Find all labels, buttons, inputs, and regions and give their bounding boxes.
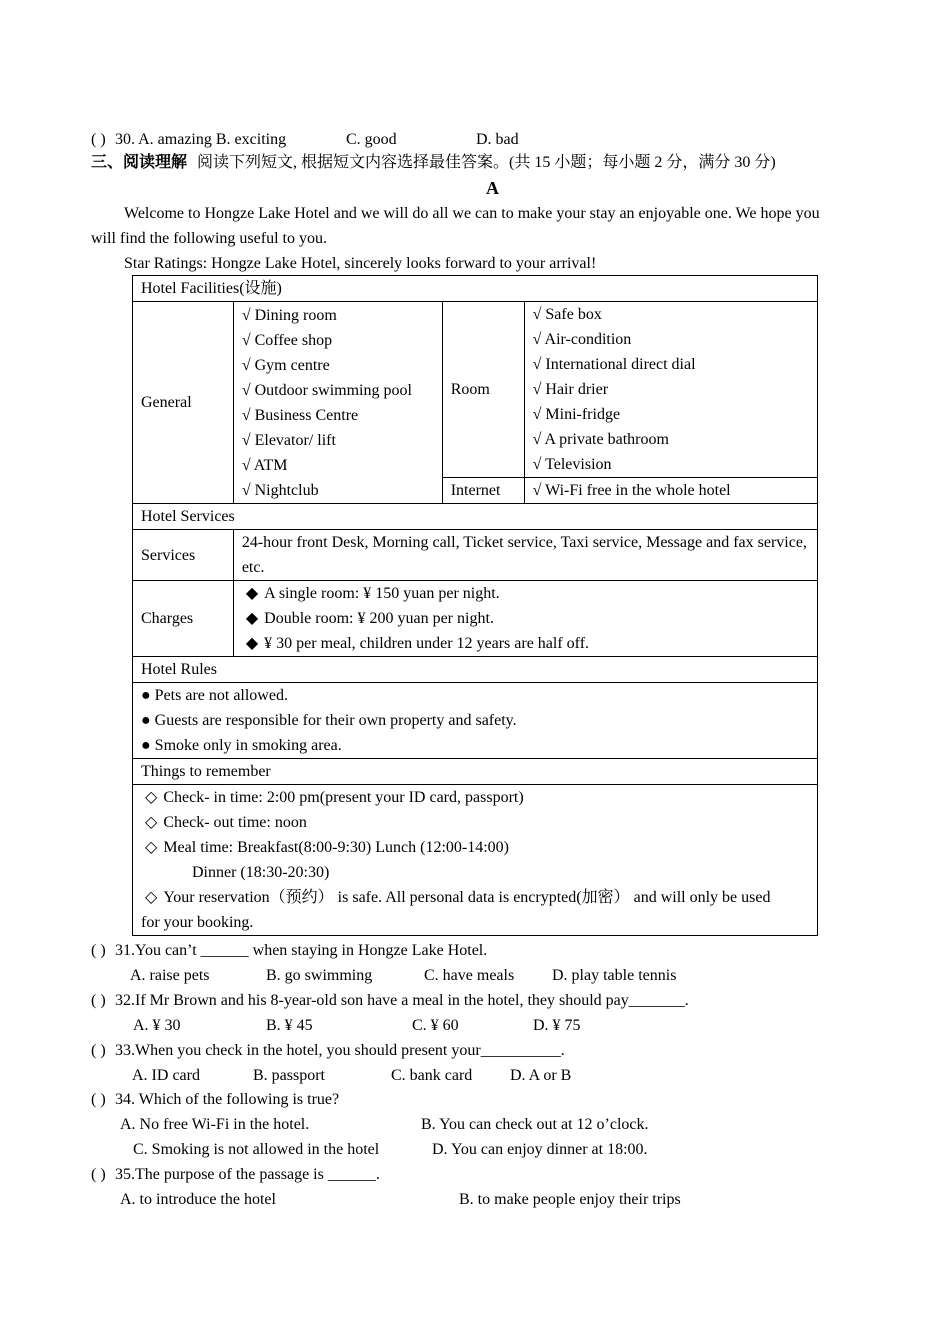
question-31-stem: 31.You can’t ______ when staying in Hongze Lake Hotel. bbox=[115, 942, 488, 959]
question-32-paren: ( ) bbox=[91, 992, 106, 1009]
question-33-option-a: A. ID card bbox=[132, 1067, 200, 1084]
remember-item: for your booking. bbox=[141, 914, 254, 931]
question-33-paren: ( ) bbox=[91, 1042, 106, 1059]
question-31-option-a: A. raise pets bbox=[130, 967, 210, 984]
intro-line-2: will find the following useful to you. bbox=[91, 230, 327, 247]
charges-label: Charges bbox=[133, 581, 234, 657]
hollow-diamond-icon: ◇ bbox=[145, 889, 158, 906]
general-item: √ Elevator/ lift bbox=[241, 431, 336, 449]
rule-item: ● Pets are not allowed. bbox=[141, 687, 288, 704]
room-item: √ Mini-fridge bbox=[532, 406, 621, 423]
general-items bbox=[233, 302, 442, 504]
rule-item: ● Smoke only in smoking area. bbox=[141, 737, 342, 754]
general-item: √ Business Centre bbox=[241, 406, 359, 424]
general-item: √ Gym centre bbox=[241, 356, 330, 374]
room-item: √ Television bbox=[532, 456, 612, 473]
room-item: √ Hair drier bbox=[532, 381, 609, 398]
services-text: 24-hour front Desk, Morning call, Ticket service, Taxi service, Message and fax service, etc. bbox=[233, 530, 817, 581]
services-label: Services bbox=[133, 530, 234, 581]
question-34-paren: ( ) bbox=[91, 1091, 106, 1108]
remember-item: ◇ Meal time: Breakfast(8:00-9:30) Lunch (12:00-14:00) bbox=[145, 839, 509, 856]
remember-item: ◇ Check- in time: 2:00 pm(present your ID card, passport) bbox=[145, 789, 524, 806]
services-header: Hotel Services bbox=[133, 504, 818, 530]
question-33-option-b: B. passport bbox=[253, 1067, 325, 1084]
remember-item: ◇ Your reservation（预约） is safe. All personal data is encrypted(加密） and will only be used bbox=[145, 889, 771, 906]
question-34-option-a: A. No free Wi-Fi in the hotel. bbox=[120, 1116, 310, 1133]
diamond-bullet-icon: ◆ bbox=[245, 635, 259, 652]
question-32-option-d: D. ¥ 75 bbox=[533, 1017, 581, 1034]
hollow-diamond-icon: ◇ bbox=[145, 814, 158, 831]
question-34-option-d: D. You can enjoy dinner at 18:00. bbox=[432, 1141, 648, 1158]
passage-letter: A bbox=[486, 178, 499, 198]
question-34-option-b: B. You can check out at 12 o’clock. bbox=[421, 1116, 649, 1133]
diamond-bullet-icon: ◆ bbox=[245, 585, 259, 602]
question-30-option-c: C. good bbox=[346, 131, 397, 148]
remember-item: Dinner (18:30-20:30) bbox=[192, 864, 330, 881]
hollow-diamond-icon: ◇ bbox=[145, 789, 158, 806]
question-32-option-c: C. ¥ 60 bbox=[412, 1017, 459, 1034]
section-heading bbox=[91, 153, 776, 173]
room-label: Room bbox=[442, 302, 524, 478]
general-label: General bbox=[133, 302, 234, 504]
room-item: √ Safe box bbox=[532, 306, 602, 323]
question-35-option-b: B. to make people enjoy their trips bbox=[459, 1191, 681, 1208]
question-33-option-c: C. bank card bbox=[391, 1067, 473, 1084]
question-30-paren: ( ) bbox=[91, 131, 106, 148]
diamond-bullet-icon: ◆ bbox=[245, 610, 259, 627]
question-30-stem: 30. A. amazing B. exciting bbox=[115, 131, 287, 148]
room-item: √ A private bathroom bbox=[532, 431, 669, 448]
general-item: √ ATM bbox=[241, 456, 288, 474]
question-31-paren: ( ) bbox=[91, 942, 106, 959]
question-31-option-c: C. have meals bbox=[424, 967, 515, 984]
internet-label: Internet bbox=[442, 478, 524, 504]
internet-item: √ Wi-Fi free in the whole hotel bbox=[524, 478, 817, 504]
intro-line-1: Welcome to Hongze Lake Hotel and we will do all we can to make your stay an enjoyable one. We hope you bbox=[124, 205, 820, 222]
general-item: √ Dining room bbox=[241, 306, 337, 324]
question-32-stem: 32.If Mr Brown and his 8-year-old son have a meal in the hotel, they should pay_______. bbox=[115, 992, 689, 1009]
intro-line-3: Star Ratings: Hongze Lake Hotel, sincerely looks forward to your arrival! bbox=[124, 255, 597, 272]
room-item: √ Air-condition bbox=[532, 331, 632, 348]
question-32-option-a: A. ¥ 30 bbox=[133, 1017, 181, 1034]
general-item: √ Nightclub bbox=[241, 481, 319, 499]
remember-item: ◇ Check- out time: noon bbox=[145, 814, 307, 831]
general-item: √ Coffee shop bbox=[241, 331, 333, 349]
charge-item: ◆ ¥ 30 per meal, children under 12 years are half off. bbox=[245, 635, 590, 652]
room-items bbox=[524, 302, 817, 478]
question-33-stem: 33.When you check in the hotel, you should present your__________. bbox=[115, 1042, 565, 1059]
remember-header: Things to remember bbox=[133, 759, 818, 785]
question-31-option-b: B. go swimming bbox=[266, 967, 373, 984]
question-32-option-b: B. ¥ 45 bbox=[266, 1017, 313, 1034]
general-item: √ Outdoor swimming pool bbox=[241, 381, 412, 399]
section-instruction: 阅读下列短文, 根据短文内容选择最佳答案。(共 15 小题；每小题 2 分，满分 30 分) bbox=[197, 154, 776, 171]
hotel-info-table bbox=[132, 275, 818, 936]
rule-item: ● Guests are responsible for their own property and safety. bbox=[141, 712, 517, 729]
question-34-option-c: C. Smoking is not allowed in the hotel bbox=[133, 1141, 380, 1158]
charges-items bbox=[233, 581, 817, 657]
question-31-option-d: D. play table tennis bbox=[552, 967, 677, 984]
question-35-paren: ( ) bbox=[91, 1166, 106, 1183]
question-30-option-d: D. bad bbox=[476, 131, 519, 148]
question-34-stem: 34. Which of the following is true? bbox=[115, 1091, 340, 1108]
facilities-header: Hotel Facilities(设施) bbox=[133, 276, 818, 302]
question-35-stem: 35.The purpose of the passage is ______. bbox=[115, 1166, 380, 1183]
hollow-diamond-icon: ◇ bbox=[145, 839, 158, 856]
question-33-option-d: D. A or B bbox=[510, 1067, 572, 1084]
charge-item: ◆ A single room: ¥ 150 yuan per night. bbox=[245, 585, 500, 602]
rules-items bbox=[133, 683, 818, 759]
room-item: √ International direct dial bbox=[532, 356, 696, 373]
section-title: 三、阅读理解 bbox=[91, 154, 188, 171]
remember-items bbox=[133, 785, 818, 936]
charge-item: ◆ Double room: ¥ 200 yuan per night. bbox=[245, 610, 494, 627]
rules-header: Hotel Rules bbox=[133, 657, 818, 683]
question-35-option-a: A. to introduce the hotel bbox=[120, 1191, 276, 1208]
